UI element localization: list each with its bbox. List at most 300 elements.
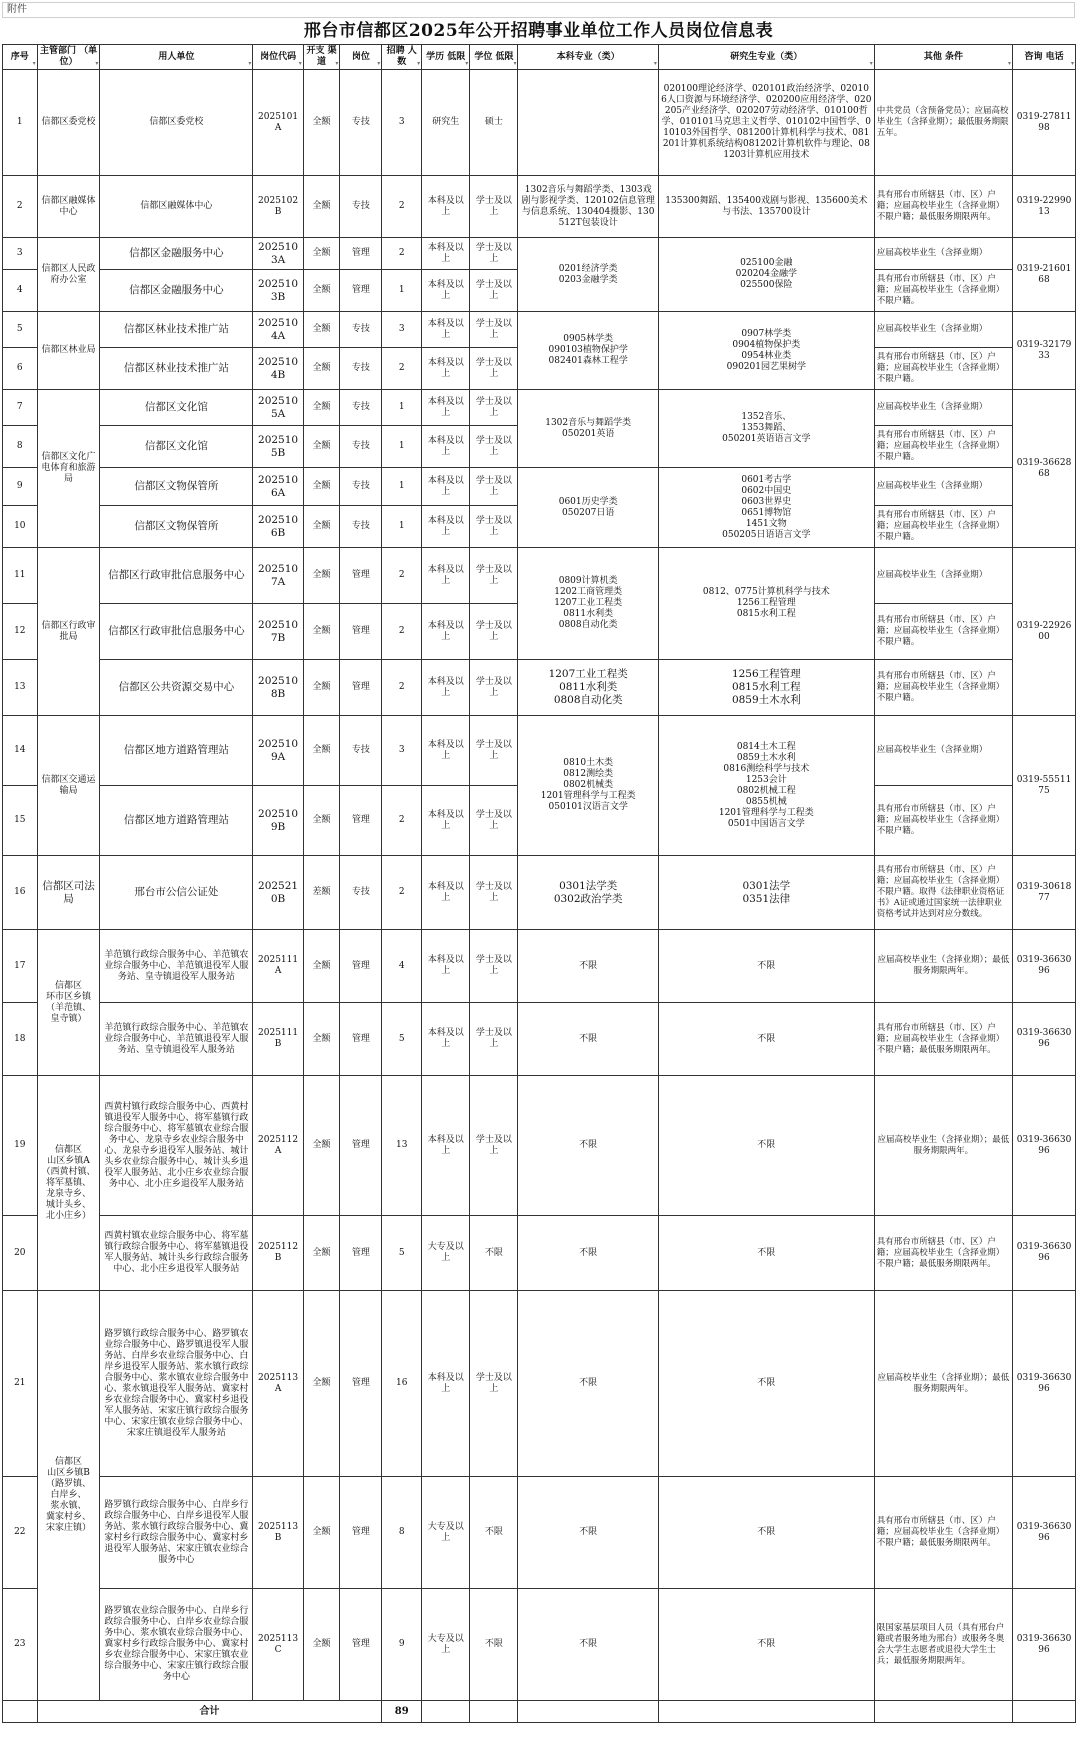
cell-code: 2025109B <box>253 786 303 856</box>
cell-grad: 不限 <box>658 1076 874 1216</box>
table-row <box>3 660 1076 716</box>
cell-code: 2025105A <box>253 390 303 426</box>
cell-post: 管理 <box>340 1076 382 1216</box>
cell-cond: 具有邢台市所辖县（市、区）户籍；应届高校毕业生（含择业期）不限户籍。 <box>874 660 1012 716</box>
cell-ug: 不限 <box>518 1291 658 1477</box>
cell-code: 2025104A <box>253 312 303 348</box>
table-row <box>3 468 1076 506</box>
cell-unit: 信都区融媒体中心 <box>100 176 253 238</box>
cell-no: 1 <box>3 70 38 176</box>
cell-post: 管理 <box>340 1291 382 1477</box>
cell-dept: 信都区交通运输局 <box>37 716 100 856</box>
cell-degree: 学士及以上 <box>470 426 518 468</box>
cell-degree: 学士及以上 <box>470 176 518 238</box>
cell-fund: 差额 <box>303 856 340 930</box>
cell-cond: 应届高校毕业生（含择业期）；最低服务期限两年。 <box>874 930 1012 1003</box>
cell-post: 管理 <box>340 604 382 660</box>
cell-num: 8 <box>382 1477 422 1589</box>
cell-degree: 学士及以上 <box>470 660 518 716</box>
cell-fund: 全额 <box>303 1291 340 1477</box>
cell-post: 专技 <box>340 312 382 348</box>
cell-unit: 西黄村镇行政综合服务中心、西黄村镇退役军人服务中心、将军墓镇行政综合服务中心、将军墓镇农业综合服务中心、龙泉寺乡农业综合服务中心、龙泉寺乡退役军人服务站、城计头乡农业综合服务中心、城计头乡退役军人服务站、北小庄乡农业综合服务中心、北小庄乡退役军人服务站 <box>100 1076 253 1216</box>
cell-no: 2 <box>3 176 38 238</box>
cell-num: 16 <box>382 1291 422 1477</box>
cell-degree: 学士及以上 <box>470 548 518 604</box>
cell-unit: 信都区林业技术推广站 <box>100 312 253 348</box>
cell-num: 13 <box>382 1076 422 1216</box>
cell-no: 12 <box>3 604 38 660</box>
cell-code: 2025104B <box>253 348 303 390</box>
cell-dept: 信都区林业局 <box>37 312 100 390</box>
cell-no: 7 <box>3 390 38 426</box>
cell-fund: 全额 <box>303 390 340 426</box>
cell-fund: 全额 <box>303 270 340 312</box>
cell-unit: 信都区行政审批信息服务中心 <box>100 548 253 604</box>
cell-num: 3 <box>382 70 422 176</box>
cell-ug <box>518 70 658 176</box>
cell-fund: 全额 <box>303 604 340 660</box>
col-header[interactable]: 用人单位 ▾ <box>100 45 253 70</box>
cell-ug: 0810土木类 0812测绘类 0802机械类 1201管理科学与工程类 050101汉语言文学 <box>518 716 658 856</box>
cell-cond: 应届高校毕业生（含择业期） <box>874 716 1012 786</box>
empty-cell <box>1013 1701 1076 1723</box>
cell-phone: 0319-2299013 <box>1013 176 1076 238</box>
cell-unit: 路罗镇行政综合服务中心、白岸乡行政综合服务中心、白岸乡退役军人服务站、浆水镇行政综合服务中心、冀家村乡行政综合服务中心、冀家村乡退役军人服务站、宋家庄镇农业综合服务中心 <box>100 1477 253 1589</box>
cell-unit: 信都区地方道路管理站 <box>100 716 253 786</box>
cell-cond: 具有邢台市所辖县（市、区）户籍；应届高校毕业生（含择业期）不限户籍。 <box>874 426 1012 468</box>
cell-fund: 全额 <box>303 468 340 506</box>
cell-post: 管理 <box>340 1216 382 1291</box>
table-row <box>3 176 1076 238</box>
cell-ug: 不限 <box>518 1216 658 1291</box>
cell-fund: 全额 <box>303 1216 340 1291</box>
cell-degree: 学士及以上 <box>470 856 518 930</box>
cell-num: 2 <box>382 238 422 270</box>
cell-edu: 本科及以上 <box>422 270 470 312</box>
cell-post: 管理 <box>340 930 382 1003</box>
cell-ug: 1207工业工程类 0811水利类 0808自动化类 <box>518 660 658 716</box>
cell-cond: 具有邢台市所辖县（市、区）户籍；应届高校毕业生（含择业期）不限户籍；最低服务期限两年。 <box>874 1477 1012 1589</box>
cell-fund: 全额 <box>303 506 340 548</box>
empty-cell <box>470 1701 518 1723</box>
cell-degree: 学士及以上 <box>470 604 518 660</box>
cell-phone: 0319-2292600 <box>1013 548 1076 716</box>
cell-degree: 学士及以上 <box>470 270 518 312</box>
cell-degree: 学士及以上 <box>470 348 518 390</box>
cell-code: 2025108B <box>253 660 303 716</box>
cell-no: 5 <box>3 312 38 348</box>
cell-edu: 本科及以上 <box>422 786 470 856</box>
table-row <box>3 548 1076 604</box>
cell-post: 管理 <box>340 786 382 856</box>
cell-edu: 本科及以上 <box>422 660 470 716</box>
cell-cond: 具有邢台市所辖县（市、区）户籍；应届高校毕业生（含择业期）不限户籍；最低服务期限两年。 <box>874 1216 1012 1291</box>
cell-dept: 信都区 环市区乡镇 （羊范镇、 皇寺镇） <box>37 930 100 1076</box>
cell-no: 6 <box>3 348 38 390</box>
cell-dept: 信都区行政审批局 <box>37 548 100 716</box>
cell-code: 2025109A <box>253 716 303 786</box>
cell-post: 专技 <box>340 176 382 238</box>
cell-cond: 具有邢台市所辖县（市、区）户籍；应届高校毕业生（含择业期）不限户籍。取得《法律职业资格证书》A证或通过国家统一法律职业资格考试并达到对应分数线。 <box>874 856 1012 930</box>
cell-dept: 信都区文化广电体育和旅游局 <box>37 390 100 548</box>
cell-fund: 全额 <box>303 1477 340 1589</box>
col-header[interactable]: 本科专业（类） ▾ <box>518 45 658 70</box>
table-row <box>3 1477 1076 1589</box>
cell-dept: 信都区融媒体中心 <box>37 176 100 238</box>
cell-num: 1 <box>382 426 422 468</box>
cell-cond: 应届高校毕业生（含择业期） <box>874 548 1012 604</box>
cell-num: 2 <box>382 348 422 390</box>
cell-no: 15 <box>3 786 38 856</box>
cell-unit: 信都区金融服务中心 <box>100 270 253 312</box>
page-title: 邢台市信都区2025年公开招聘事业单位工作人员岗位信息表 <box>303 21 774 41</box>
cell-no: 8 <box>3 426 38 468</box>
cell-fund: 全额 <box>303 1589 340 1701</box>
cell-edu: 本科及以上 <box>422 1291 470 1477</box>
cell-degree: 学士及以上 <box>470 1003 518 1076</box>
cell-num: 2 <box>382 176 422 238</box>
cell-edu: 本科及以上 <box>422 176 470 238</box>
cell-post: 专技 <box>340 70 382 176</box>
cell-ug: 不限 <box>518 930 658 1003</box>
cell-fund: 全额 <box>303 1076 340 1216</box>
cell-ug: 不限 <box>518 1477 658 1589</box>
cell-post: 管理 <box>340 548 382 604</box>
cell-phone: 0319-3061877 <box>1013 856 1076 930</box>
cell-unit: 信都区委党校 <box>100 70 253 176</box>
cell-num: 4 <box>382 930 422 1003</box>
cell-degree: 不限 <box>470 1477 518 1589</box>
cell-phone: 0319-2160168 <box>1013 238 1076 312</box>
cell-no: 16 <box>3 856 38 930</box>
positions-table <box>2 44 1076 1723</box>
cell-post: 管理 <box>340 270 382 312</box>
cell-unit: 路罗镇农业综合服务中心、白岸乡行政综合服务中心、白岸乡农业综合服务中心、浆水镇农业综合服务中心、冀家村乡行政综合服务中心、冀家村乡农业综合服务中心、宋家庄镇农业综合服务中心、宋家庄镇行政综合服务中心 <box>100 1589 253 1701</box>
cell-no: 14 <box>3 716 38 786</box>
cell-num: 2 <box>382 604 422 660</box>
cell-post: 管理 <box>340 660 382 716</box>
cell-phone: 0319-3663096 <box>1013 930 1076 1003</box>
cell-cond: 应届高校毕业生（含择业期） <box>874 238 1012 270</box>
total-label: 合计 <box>37 1701 382 1723</box>
cell-cond: 具有邢台市所辖县（市、区）户籍；应届高校毕业生（含择业期）不限户籍。 <box>874 506 1012 548</box>
cell-cond: 应届高校毕业生（含择业期）；最低服务期限两年。 <box>874 1076 1012 1216</box>
table-row <box>3 930 1076 1003</box>
cell-code: 2025111A <box>253 930 303 1003</box>
cell-code: 2025106B <box>253 506 303 548</box>
cell-cond: 应届高校毕业生（含择业期） <box>874 468 1012 506</box>
cell-no: 9 <box>3 468 38 506</box>
cell-unit: 信都区地方道路管理站 <box>100 786 253 856</box>
cell-code: 2025101A <box>253 70 303 176</box>
col-header[interactable]: 其他 条件 ▾ <box>874 45 1012 70</box>
cell-ug: 0201经济学类 0203金融学类 <box>518 238 658 312</box>
cell-edu: 本科及以上 <box>422 1003 470 1076</box>
cell-grad: 025100金融 020204金融学 025500保险 <box>658 238 874 312</box>
cell-unit: 羊范镇行政综合服务中心、羊范镇农业综合服务中心、羊范镇退役军人服务站、皇寺镇退役军人服务站 <box>100 930 253 1003</box>
cell-fund: 全额 <box>303 716 340 786</box>
table-row <box>3 1076 1076 1216</box>
cell-cond: 具有邢台市所辖县（市、区）户籍；应届高校毕业生（含择业期）不限户籍。 <box>874 270 1012 312</box>
col-header[interactable]: 学位 低限 ▾ <box>470 45 518 70</box>
cell-cond: 中共党员（含预备党员）；应届高校毕业生（含择业期）；最低服务期限五年。 <box>874 70 1012 176</box>
cell-phone: 0319-3663096 <box>1013 1216 1076 1291</box>
cell-unit: 信都区公共资源交易中心 <box>100 660 253 716</box>
cell-post: 专技 <box>340 856 382 930</box>
cell-unit: 信都区文物保管所 <box>100 468 253 506</box>
cell-no: 4 <box>3 270 38 312</box>
cell-fund: 全额 <box>303 548 340 604</box>
cell-fund: 全额 <box>303 426 340 468</box>
cell-num: 1 <box>382 270 422 312</box>
cell-fund: 全额 <box>303 70 340 176</box>
cell-phone: 0319-3217933 <box>1013 312 1076 390</box>
cell-no: 11 <box>3 548 38 604</box>
cell-no: 3 <box>3 238 38 270</box>
cell-grad: 不限 <box>658 1216 874 1291</box>
cell-post: 专技 <box>340 716 382 786</box>
total-value: 89 <box>382 1701 422 1723</box>
cell-cond: 具有邢台市所辖县（市、区）户籍；应届高校毕业生（含择业期）不限户籍。 <box>874 786 1012 856</box>
col-header[interactable]: 咨询 电话 ▾ <box>1013 45 1076 70</box>
cell-ug: 0809计算机类 1202工商管理类 1207工业工程类 0811水利类 0808自动化类 <box>518 548 658 660</box>
cell-num: 1 <box>382 468 422 506</box>
col-header[interactable]: 招聘 人数 ▾ <box>382 45 422 70</box>
cell-edu: 本科及以上 <box>422 468 470 506</box>
cell-code: 2025106A <box>253 468 303 506</box>
cell-edu: 研究生 <box>422 70 470 176</box>
cell-cond: 具有邢台市所辖县（市、区）户籍；应届高校毕业生（含择业期）不限户籍；最低服务期限两年。 <box>874 1003 1012 1076</box>
cell-cond: 应届高校毕业生（含择业期） <box>874 390 1012 426</box>
col-header[interactable]: 主管部门 （单位） ▾ <box>37 45 100 70</box>
cell-unit: 信都区林业技术推广站 <box>100 348 253 390</box>
col-header[interactable]: 序号 ▾ <box>3 45 38 70</box>
cell-code: 2025102B <box>253 176 303 238</box>
cell-phone: 0319-3663096 <box>1013 1291 1076 1477</box>
cell-grad: 0301法学 0351法律 <box>658 856 874 930</box>
cell-dept: 信都区委党校 <box>37 70 100 176</box>
cell-degree: 不限 <box>470 1216 518 1291</box>
col-header[interactable]: 岗位 ▾ <box>340 45 382 70</box>
cell-num: 5 <box>382 1003 422 1076</box>
table-row <box>3 1216 1076 1291</box>
cell-degree: 学士及以上 <box>470 786 518 856</box>
cell-no: 19 <box>3 1076 38 1216</box>
cell-grad: 不限 <box>658 1477 874 1589</box>
cell-num: 3 <box>382 312 422 348</box>
empty-cell <box>3 1701 38 1723</box>
cell-grad: 1256工程管理 0815水利工程 0859土木水利 <box>658 660 874 716</box>
cell-edu: 本科及以上 <box>422 238 470 270</box>
cell-phone: 0319-5551175 <box>1013 716 1076 856</box>
cell-ug: 不限 <box>518 1076 658 1216</box>
cell-dept: 信都区 山区乡镇B （路罗镇、 白岸乡、 浆水镇、 冀家村乡、 宋家庄镇） <box>37 1291 100 1701</box>
cell-code: 2025103B <box>253 270 303 312</box>
cell-grad: 不限 <box>658 930 874 1003</box>
cell-code: 2025210B <box>253 856 303 930</box>
cell-phone: 0319-3663096 <box>1013 1003 1076 1076</box>
cell-unit: 邢台市公信公证处 <box>100 856 253 930</box>
cell-no: 10 <box>3 506 38 548</box>
cell-no: 20 <box>3 1216 38 1291</box>
cell-phone: 0319-3662868 <box>1013 390 1076 548</box>
cell-degree: 学士及以上 <box>470 468 518 506</box>
cell-num: 3 <box>382 716 422 786</box>
cell-grad: 0907林学类 0904植物保护类 0954林业类 090201园艺果树学 <box>658 312 874 390</box>
cell-post: 管理 <box>340 1589 382 1701</box>
cell-degree: 学士及以上 <box>470 716 518 786</box>
cell-post: 专技 <box>340 348 382 390</box>
cell-grad: 0601考古学 0602中国史 0603世界史 0651博物馆 1451文物 050205日语语言文学 <box>658 468 874 548</box>
cell-grad: 0814土木工程 0859土木水利 0816测绘科学与技术 1253会计 0802机械工程 0855机械 1201管理科学与工程类 0501中国语言文学 <box>658 716 874 856</box>
col-header[interactable]: 学历 低限 ▾ <box>422 45 470 70</box>
cell-fund: 全额 <box>303 238 340 270</box>
empty-cell <box>658 1701 874 1723</box>
cell-grad: 0812、0775计算机科学与技术 1256工程管理 0815水利工程 <box>658 548 874 660</box>
cell-code: 2025113A <box>253 1291 303 1477</box>
cell-edu: 本科及以上 <box>422 426 470 468</box>
cell-num: 2 <box>382 856 422 930</box>
cell-degree: 学士及以上 <box>470 1291 518 1477</box>
cell-num: 2 <box>382 548 422 604</box>
cell-grad: 1352音乐、 1353舞蹈、 050201英语语言文学 <box>658 390 874 468</box>
cell-code: 2025112B <box>253 1216 303 1291</box>
cell-edu: 本科及以上 <box>422 506 470 548</box>
cell-dept: 信都区人民政府办公室 <box>37 238 100 312</box>
col-header[interactable]: 岗位代码 ▾ <box>253 45 303 70</box>
cell-cond: 具有邢台市所辖县（市、区）户籍；应届高校毕业生（含择业期）不限户籍。 <box>874 604 1012 660</box>
cell-edu: 本科及以上 <box>422 390 470 426</box>
cell-edu: 大专及以上 <box>422 1216 470 1291</box>
cell-grad: 不限 <box>658 1291 874 1477</box>
table-row <box>3 1589 1076 1701</box>
cell-ug: 0905林学类 090103植物保护学 082401森林工程学 <box>518 312 658 390</box>
cell-code: 2025103A <box>253 238 303 270</box>
cell-cond: 限国家基层项目人员（具有邢台户籍或者服务地为邢台）或服务冬奥会大学生志愿者或退役大学生士兵；最低服务期限两年。 <box>874 1589 1012 1701</box>
cell-post: 管理 <box>340 1003 382 1076</box>
cell-post: 专技 <box>340 390 382 426</box>
table-row <box>3 312 1076 348</box>
cell-unit: 羊范镇行政综合服务中心、羊范镇农业综合服务中心、羊范镇退役军人服务站、皇寺镇退役军人服务站 <box>100 1003 253 1076</box>
col-header[interactable]: 研究生专业（类） ▾ <box>658 45 874 70</box>
cell-ug: 0301法学类 0302政治学类 <box>518 856 658 930</box>
cell-fund: 全额 <box>303 348 340 390</box>
table-row <box>3 716 1076 786</box>
cell-num: 2 <box>382 660 422 716</box>
cell-phone: 0319-3663096 <box>1013 1589 1076 1701</box>
cell-phone: 0319-3663096 <box>1013 1076 1076 1216</box>
cell-edu: 大专及以上 <box>422 1477 470 1589</box>
cell-unit: 路罗镇行政综合服务中心、路罗镇农业综合服务中心、路罗镇退役军人服务站、白岸乡农业综合服务中心、白岸乡退役军人服务站、浆水镇行政综合服务中心、浆水镇农业综合服务中心、浆水镇退役军人服务站、冀家村乡农业综合服务中心、冀家村乡退役军人服务站、宋家庄镇行政综合服务中心、宋家庄镇农业综合服务中心、宋家庄镇退役军人服务站 <box>100 1291 253 1477</box>
cell-degree: 学士及以上 <box>470 312 518 348</box>
cell-phone: 0319-3663096 <box>1013 1477 1076 1589</box>
cell-grad: 135300舞蹈、135400戏剧与影视、135600美术与书法、135700设计 <box>658 176 874 238</box>
cell-fund: 全额 <box>303 660 340 716</box>
cell-code: 2025107B <box>253 604 303 660</box>
col-header[interactable]: 开支 渠道 ▾ <box>303 45 340 70</box>
cell-degree: 学士及以上 <box>470 930 518 1003</box>
cell-grad: 不限 <box>658 1589 874 1701</box>
cell-no: 18 <box>3 1003 38 1076</box>
cell-unit: 信都区文化馆 <box>100 426 253 468</box>
cell-ug: 不限 <box>518 1003 658 1076</box>
empty-cell <box>518 1701 658 1723</box>
cell-edu: 本科及以上 <box>422 548 470 604</box>
cell-code: 2025113B <box>253 1477 303 1589</box>
cell-phone: 0319-2781198 <box>1013 70 1076 176</box>
cell-fund: 全额 <box>303 930 340 1003</box>
cell-num: 1 <box>382 506 422 548</box>
cell-ug: 1302音乐与舞蹈学类、1303戏剧与影视学类、120102信息管理与信息系统、130404摄影、130512T包装设计 <box>518 176 658 238</box>
cell-no: 13 <box>3 660 38 716</box>
cell-degree: 不限 <box>470 1589 518 1701</box>
total-row <box>3 1701 1076 1723</box>
cell-grad: 不限 <box>658 1003 874 1076</box>
cell-no: 22 <box>3 1477 38 1589</box>
cell-cond: 具有邢台市所辖县（市、区）户籍；应届高校毕业生（含择业期）不限户籍。 <box>874 348 1012 390</box>
cell-dept: 信都区 山区乡镇A （西黄村镇、 将军墓镇、 龙泉寺乡、 城计头乡、 北小庄乡） <box>37 1076 100 1291</box>
cell-unit: 西黄村镇农业综合服务中心、将军墓镇行政综合服务中心、将军墓镇退役军人服务站、城计头乡行政综合服务中心、北小庄乡退役军人服务站 <box>100 1216 253 1291</box>
cell-unit: 信都区金融服务中心 <box>100 238 253 270</box>
cell-num: 2 <box>382 786 422 856</box>
cell-ug: 不限 <box>518 1589 658 1701</box>
cell-ug: 0601历史学类 050207日语 <box>518 468 658 548</box>
cell-dept: 信都区司法局 <box>37 856 100 930</box>
cell-no: 17 <box>3 930 38 1003</box>
cell-post: 管理 <box>340 1477 382 1589</box>
cell-degree: 学士及以上 <box>470 1076 518 1216</box>
cell-unit: 信都区行政审批信息服务中心 <box>100 604 253 660</box>
header-row <box>3 45 1076 70</box>
cell-post: 专技 <box>340 468 382 506</box>
cell-edu: 本科及以上 <box>422 312 470 348</box>
cell-degree: 学士及以上 <box>470 506 518 548</box>
cell-post: 专技 <box>340 426 382 468</box>
cell-code: 2025111B <box>253 1003 303 1076</box>
cell-fund: 全额 <box>303 1003 340 1076</box>
empty-cell <box>874 1701 1012 1723</box>
cell-code: 2025105B <box>253 426 303 468</box>
cell-num: 1 <box>382 390 422 426</box>
empty-cell <box>422 1701 470 1723</box>
cell-code: 2025107A <box>253 548 303 604</box>
cell-edu: 本科及以上 <box>422 856 470 930</box>
cell-degree: 学士及以上 <box>470 390 518 426</box>
cell-edu: 本科及以上 <box>422 930 470 1003</box>
cell-edu: 本科及以上 <box>422 604 470 660</box>
cell-degree: 学士及以上 <box>470 238 518 270</box>
cell-edu: 本科及以上 <box>422 348 470 390</box>
cell-code: 2025113C <box>253 1589 303 1701</box>
cell-code: 2025112A <box>253 1076 303 1216</box>
cell-unit: 信都区文化馆 <box>100 390 253 426</box>
cell-cond: 具有邢台市所辖县（市、区）户籍；应届高校毕业生（含择业期）不限户籍；最低服务期限两年。 <box>874 176 1012 238</box>
cell-edu: 大专及以上 <box>422 1589 470 1701</box>
cell-fund: 全额 <box>303 312 340 348</box>
cell-fund: 全额 <box>303 786 340 856</box>
cell-degree: 硕士 <box>470 70 518 176</box>
cell-fund: 全额 <box>303 176 340 238</box>
cell-no: 23 <box>3 1589 38 1701</box>
cell-edu: 本科及以上 <box>422 716 470 786</box>
cell-edu: 本科及以上 <box>422 1076 470 1216</box>
cell-post: 管理 <box>340 238 382 270</box>
attachment-label: 附件 <box>2 2 1075 18</box>
cell-ug: 1302音乐与舞蹈学类 050201英语 <box>518 390 658 468</box>
table-row <box>3 1003 1076 1076</box>
cell-cond: 应届高校毕业生（含择业期）；最低服务期限两年。 <box>874 1291 1012 1477</box>
table-row <box>3 390 1076 426</box>
